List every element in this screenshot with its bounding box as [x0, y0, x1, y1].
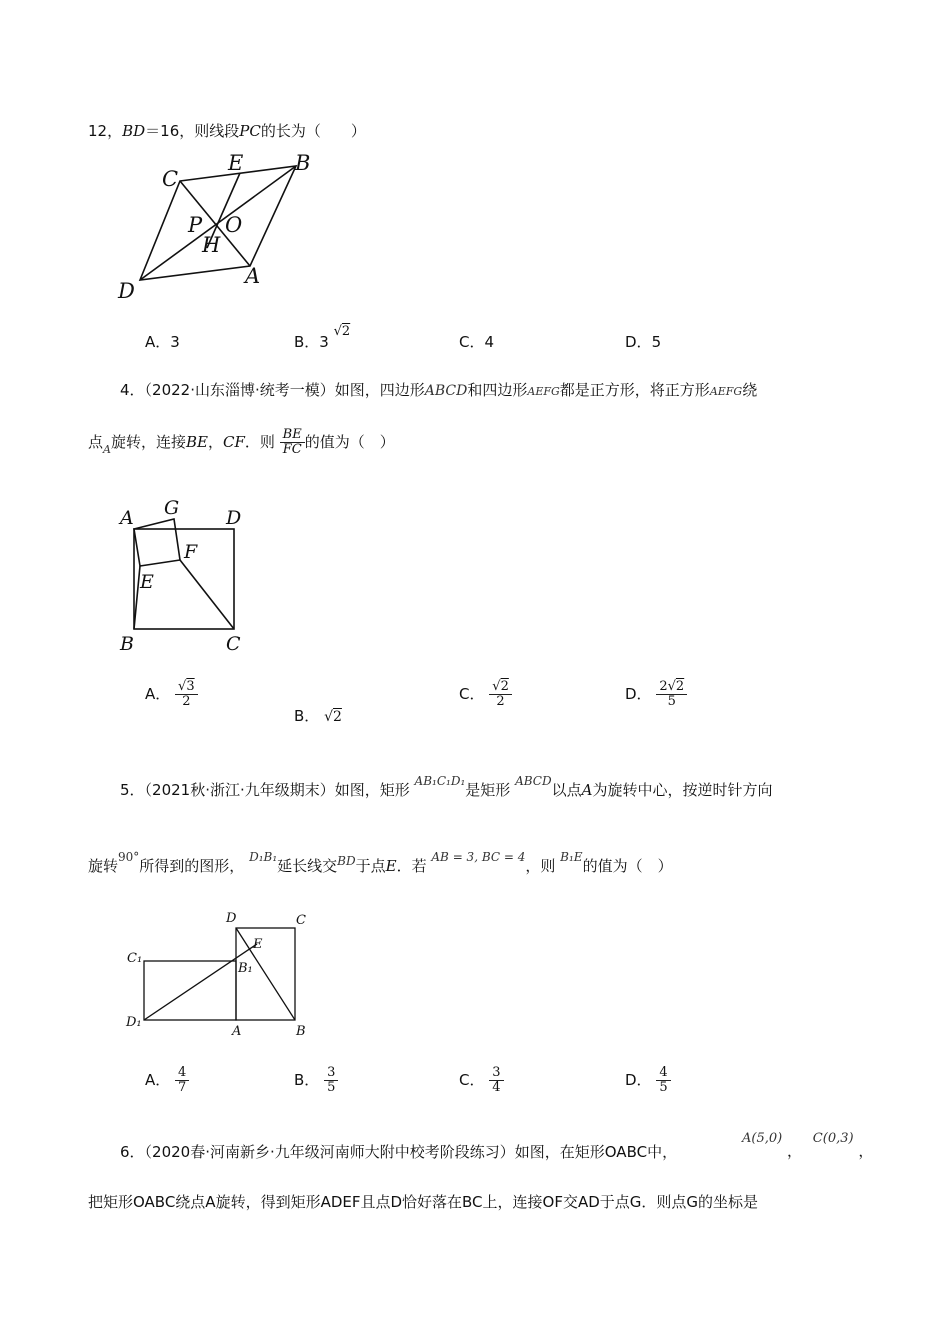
- fraction-be-fc: $\frac{BE}{FC}$: [280, 428, 305, 457]
- label-b1: B₁: [238, 961, 253, 976]
- label-o: O: [225, 213, 243, 237]
- label-d: D: [226, 507, 242, 529]
- label-g: G: [164, 497, 180, 519]
- q5-option-d[interactable]: D． $\frac{4}{5}$: [625, 1066, 671, 1095]
- q6-stem-line2: 把矩形OABC绕点A旋转，得到矩形ADEF且点D恰好落在BC上，连接OF交AD于点G．则点G的坐标是: [88, 1193, 759, 1211]
- q5-option-a[interactable]: A． $\frac{4}{7}$: [145, 1066, 189, 1095]
- label-e: E: [228, 151, 244, 175]
- q4-option-c[interactable]: C． $\frac{√2}{2}$: [459, 680, 512, 709]
- segment-fc: [180, 560, 234, 629]
- label-d: D: [118, 279, 135, 303]
- label-e: E: [253, 937, 263, 952]
- label-c: C: [162, 167, 179, 191]
- q4-option-d[interactable]: D． $\frac{2√2}{5}$: [625, 680, 687, 709]
- q3-option-d[interactable]: D．5: [625, 333, 662, 351]
- label-b: B: [295, 151, 311, 175]
- q6-stem-line1: 6．（2020春·河南新乡·九年级河南师大附中校考阶段练习）如图，在矩形OABC中，: [120, 1143, 678, 1161]
- q3-stem-tail: 12，BD＝16，则线段PC的长为（ ）: [88, 122, 366, 140]
- label-a: A: [120, 507, 134, 529]
- q3-option-c[interactable]: C．4: [459, 333, 495, 351]
- q4-stem-line1: 4．（2022·山东淄博·统考一模）如图，四边形ABCD和四边形AEFG都是正方形，将正方形AEFG绕: [120, 381, 758, 399]
- label-c1: C₁: [127, 951, 143, 966]
- label-p: P: [188, 213, 203, 237]
- q4-option-b[interactable]: B． √2: [294, 707, 342, 725]
- q5-stem-line1: 5．（2021秋·浙江·九年级期末）如图，矩形 $^{AB_1C_1D_1}$是矩形 $^{ABCD}$以点A为旋转中心，按逆时针方向: [120, 774, 773, 799]
- rectangle-figure: [122, 908, 322, 1040]
- q3-option-a[interactable]: A．3: [145, 333, 180, 351]
- q6-coordinates: A(5,0) ， C(0,3) ，: [742, 1131, 874, 1160]
- q5-option-b[interactable]: B． $\frac{3}{5}$: [294, 1066, 338, 1095]
- q4-stem-line2: 点$_A$旋转，连接BE，CF．则 $\frac{BE}{FC}$ 的值为（ ）: [88, 427, 395, 457]
- sqrt-2: √2: [333, 324, 351, 339]
- label-b: B: [296, 1024, 306, 1039]
- q4-option-a[interactable]: A． $\frac{√3}{2}$: [145, 680, 198, 709]
- label-d1: D₁: [126, 1015, 142, 1030]
- label-c: C: [296, 913, 306, 928]
- square-figure: [112, 494, 252, 656]
- label-b: B: [120, 633, 134, 655]
- square-aefg: [134, 519, 180, 566]
- label-h: H: [202, 233, 221, 257]
- label-f: F: [184, 541, 198, 563]
- q3-option-b[interactable]: B．3 √2: [294, 324, 351, 351]
- label-c: C: [226, 633, 241, 655]
- q5-option-c[interactable]: C． $\frac{3}{4}$: [459, 1066, 504, 1095]
- label-a: A: [232, 1024, 242, 1039]
- segment-d1e: [144, 944, 257, 1020]
- label-d: D: [226, 911, 237, 926]
- label-e: E: [140, 571, 154, 593]
- label-a: A: [245, 264, 261, 288]
- rhombus-figure: [110, 148, 330, 306]
- q5-stem-line2: 旋转$^{90^\circ}$所得到的图形， $^{D_1B_1}$延长线交$^{BD}$于点E．若 $^{AB = 3, BC = 4}$，则 $^{B_1E}$的值为（ ）: [88, 850, 673, 875]
